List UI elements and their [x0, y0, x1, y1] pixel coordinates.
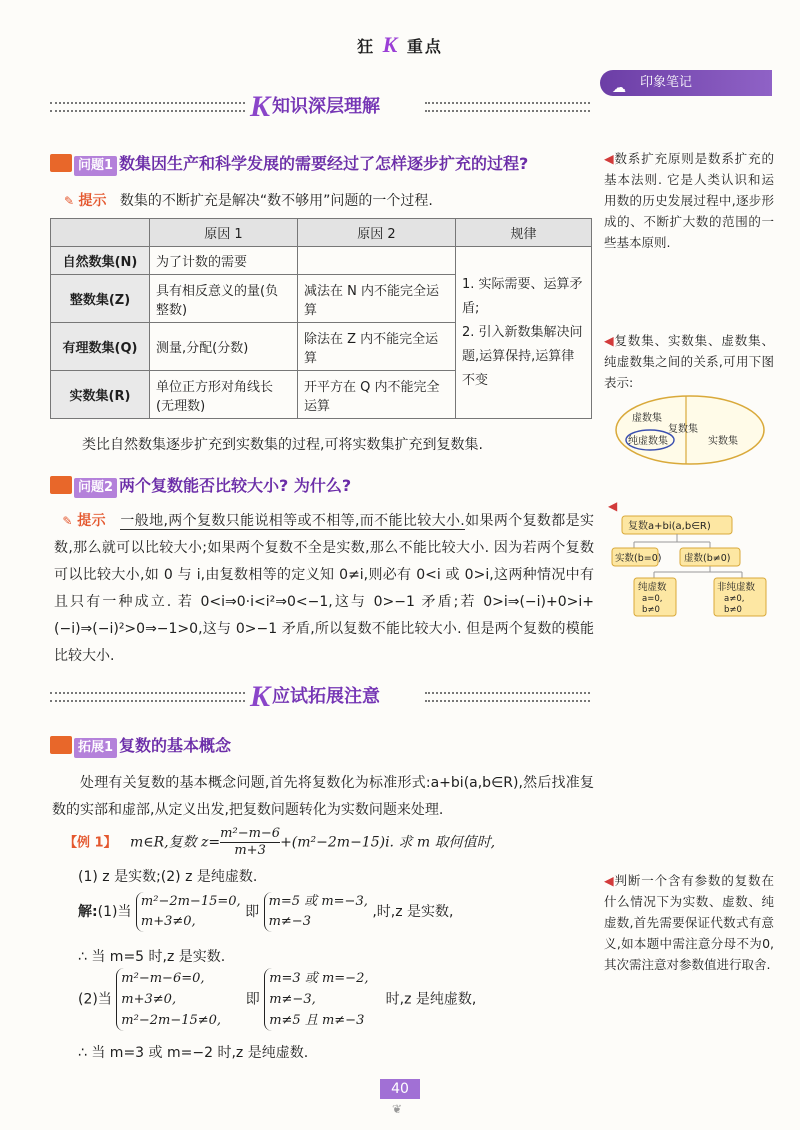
system-brace [264, 968, 381, 1031]
extension-tag: 拓展1 [74, 738, 117, 758]
hint-explanation: 如果两个复数都是实数,那么就可以比较大小;如果两个复数不全是实数,那么不能比较大小. 因为若两个复数可以比较大小,如 0 与 i,由复数相等的定义知 0≠i,则必有 0<i 或 0>i,这两种情况中有且只有一种成立. 若 0<i⇒0·i<i²⇒0<−1,这与 0>−1 矛盾;若 0>i⇒(−i)+0>i+(−i)⇒(−i)²>0⇒−1>0,这与 0>−1 矛盾,所以复数不能比较大小. 但是两个复数的模能比较大小. [54, 513, 595, 664]
solution-part-2 [78, 968, 598, 1038]
divider [425, 102, 590, 112]
table-cell: 单位正方形对角线长(无理数) [150, 371, 298, 419]
question-2-hint [54, 508, 594, 670]
rule-1: 1. 实际需要、运算矛盾; [462, 276, 583, 316]
question-title: 两个复数能否比较大小? 为什么? [119, 476, 352, 495]
table-cell: 测量,分配(分数) [150, 323, 298, 371]
solution-text: (2)当 [78, 991, 112, 1008]
condition: m+3≠0, [140, 914, 196, 929]
extension-1-heading [50, 734, 231, 758]
condition: m=5 或 m=−3, [268, 894, 368, 909]
book-icon [50, 736, 72, 754]
example-text-b: +(m²−2m−15)i. 求 m 取何值时, [280, 834, 496, 851]
table-header: 原因 1 [150, 219, 298, 247]
tree-root-label: 复数a+bi(a,b∈R) [628, 521, 711, 532]
triangle-icon: ◀ [604, 151, 615, 166]
solution-text: 即 [245, 991, 260, 1008]
condition: m²−2m−15=0, [140, 894, 241, 909]
section-title-text: 知识深层理解 [272, 96, 381, 116]
venn-label-imag: 虚数集 [632, 413, 662, 424]
row-header: 自然数集(N) [51, 247, 150, 275]
table-row [51, 247, 592, 275]
hint-key-sentence: 一般地,两个复数只能说相等或不相等,而不能比较大小. [120, 513, 465, 529]
hint-label: 提示 [78, 193, 107, 209]
question-title: 数集因生产和科学发展的需要经过了怎样逐步扩充的过程? [119, 154, 529, 173]
tree-pure-cond: a=0, [642, 594, 663, 604]
tree-nonpure-cond: a≠0, [724, 594, 745, 604]
example-1-parts: (1) z 是实数;(2) z 是纯虚数. [78, 869, 258, 885]
solution-label: 解: [78, 904, 98, 920]
condition: m≠−3, [269, 992, 316, 1007]
solution-text: ,时,z 是实数, [372, 904, 454, 920]
venn-label-real: 实数集 [708, 436, 738, 447]
tree-nonpure-cond: b≠0 [724, 605, 742, 615]
example-tag: 【例 1】 [64, 835, 117, 851]
running-header [0, 32, 800, 58]
book-icon [50, 476, 72, 494]
solution-text: 即 [245, 904, 260, 920]
table-cell: 减法在 N 内不能完全运算 [298, 275, 456, 323]
condition: m+3≠0, [121, 992, 177, 1007]
row-header: 有理数集(Q) [51, 323, 150, 371]
fraction-numerator: m²−m−6 [220, 826, 281, 841]
table-cell: 开平方在 Q 内不能完全运算 [298, 371, 456, 419]
rule-2: 2. 引入新数集解决问题,运算保持,运算律不变 [462, 324, 583, 388]
venn-label-pure-imag: 纯虚数集 [628, 436, 668, 447]
table-cell: 具有相反意义的量(负整数) [150, 275, 298, 323]
notes-tab-label: 印象笔记 [640, 75, 693, 90]
tree-real-label: 实数(b=0) [615, 553, 662, 564]
system-brace [116, 968, 241, 1031]
table-header-row [51, 219, 592, 247]
tree-pure-label: 纯虚数 [638, 582, 667, 593]
bird-icon: ❦ [392, 1102, 403, 1116]
table-header: 规律 [456, 219, 592, 247]
hint-text: 数集的不断扩充是解决“数不够用”问题的一个过程. [119, 193, 433, 209]
side-note-1 [604, 148, 774, 253]
triangle-icon: ◀ [604, 333, 615, 348]
row-header: 实数集(R) [51, 371, 150, 419]
page-number: 40 [380, 1079, 420, 1099]
side-note-2 [604, 330, 774, 393]
question-tag: 问题1 [74, 156, 117, 176]
triangle-icon: ◀ [608, 499, 618, 513]
section-letter: K [250, 680, 271, 713]
extension-1-intro: 处理有关复数的基本概念问题,首先将复数化为标准形式:a+bi(a,b∈R),然后找准复数的实部和虚部,从定义出发,把复数问题转化为实数问题来处理. [52, 775, 594, 818]
header-pre: 狂 [357, 37, 376, 56]
triangle-icon: ◀ [604, 873, 615, 888]
table-cell: 除法在 Z 内不能完全运算 [298, 323, 456, 371]
tree-pure-cond: b≠0 [642, 605, 660, 615]
divider [50, 102, 245, 112]
solution-text: 时,z 是纯虚数, [385, 991, 477, 1008]
table-header [51, 219, 150, 247]
extension-title: 复数的基本概念 [119, 736, 232, 755]
condition: m≠−3 [268, 914, 311, 929]
divider [50, 692, 245, 702]
solution-1-conclusion: ∴ 当 m=5 时,z 是实数. [78, 949, 226, 965]
question-1-hint [64, 188, 594, 215]
side-note-3 [604, 870, 774, 975]
condition: m≠5 且 m≠−3 [269, 1013, 365, 1028]
example-1-statement [64, 826, 594, 866]
header-post: 重点 [406, 37, 443, 56]
pencil-icon: ✎ [64, 194, 75, 208]
venn-label-complex: 复数集 [668, 424, 698, 435]
side-note-text: 复数集、实数集、虚数集、纯虚数集之间的关系,可用下图表示: [604, 333, 774, 390]
side-note-text: 判断一个含有参数的复数在什么情况下为实数、虚数、纯虚数,首先需要保证代数式有意义,如本题中需注意分母不为0,其次需注意对参数值进行取舍. [604, 873, 774, 972]
table-cell [298, 247, 456, 275]
example-text-a: m∈R,复数 z= [129, 834, 221, 851]
divider [425, 692, 590, 702]
example-tag-text: 例 1 [77, 835, 104, 851]
solution-2-conclusion: ∴ 当 m=3 或 m=−2 时,z 是纯虚数. [78, 1045, 309, 1061]
solution-part-1 [78, 892, 598, 940]
question-1-heading [50, 152, 528, 176]
table-cell: 为了计数的需要 [150, 247, 298, 275]
section-banner-exam [50, 680, 590, 713]
condition: m²−2m−15≠0, [121, 1013, 222, 1028]
tree-imag-label: 虚数(b≠0) [684, 553, 731, 564]
tree-nonpure-label: 非纯虚数 [717, 582, 756, 593]
section-banner-knowledge [50, 90, 590, 123]
book-icon [50, 154, 72, 172]
venn-diagram [612, 392, 768, 468]
section-title [250, 90, 380, 124]
pencil-icon: ✎ [54, 514, 73, 528]
section-title-text: 应试拓展注意 [272, 686, 381, 706]
complex-tree-diagram [606, 514, 770, 618]
cloud-icon: ☁ [612, 80, 626, 96]
question-2-heading [50, 474, 351, 498]
system-brace [136, 892, 241, 932]
question-1-conclusion: 类比自然数集逐步扩充到实数集的过程,可将实数集扩充到复数集. [82, 437, 483, 453]
condition: m²−m−6=0, [121, 971, 205, 986]
row-header: 整数集(Z) [51, 275, 150, 323]
header-k: K [382, 32, 400, 57]
side-note-text: 数系扩充原则是数系扩充的基本法则. 它是人类认识和运用数的历史发展过程中,逐步形成的、不断扩大数的范围的一些基本原则. [604, 151, 774, 250]
number-set-table [50, 218, 592, 419]
fraction-denominator: m+3 [234, 843, 266, 858]
rule-cell [456, 247, 592, 419]
section-letter: K [250, 90, 271, 123]
notes-tab [600, 70, 772, 96]
system-brace [264, 892, 368, 932]
question-tag: 问题2 [74, 478, 117, 498]
table-header: 原因 2 [298, 219, 456, 247]
solution-text: (1)当 [97, 904, 132, 920]
condition: m=3 或 m=−2, [269, 971, 369, 986]
fraction [220, 826, 280, 859]
hint-label: 提示 [77, 513, 106, 529]
section-title [250, 680, 380, 714]
